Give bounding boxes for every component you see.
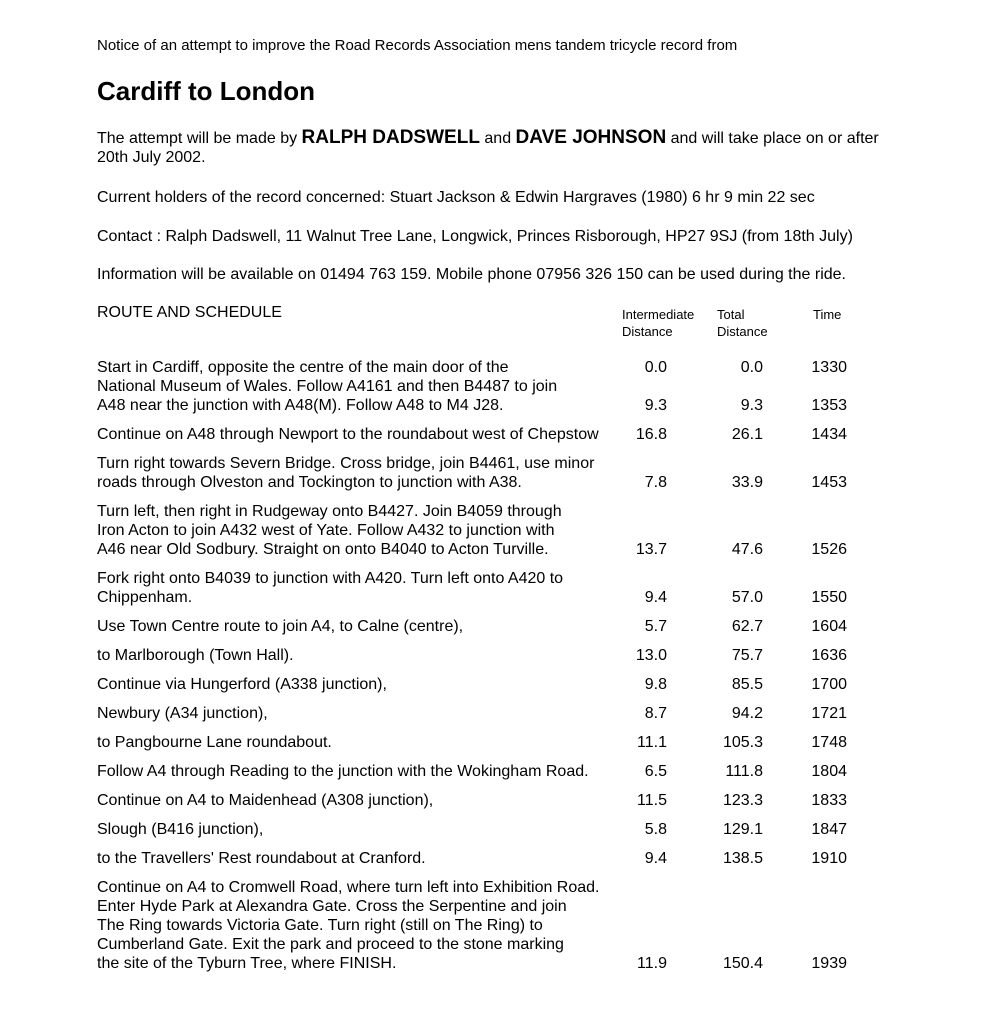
route-description: Turn left, then right in Rudgeway onto B4427. Join B4059 through Iron Acton to join A432 west of Yate. Follow A432 to junction with A46 near Old Sodbury. Straight on onto B4040 to Acton Turville. bbox=[97, 503, 562, 558]
route-description: Slough (B416 junction), bbox=[97, 821, 264, 838]
column-header-time: Time bbox=[813, 307, 842, 322]
intermediate-distance: 9.4 bbox=[644, 589, 667, 606]
start-total-distance: 0.0 bbox=[740, 359, 763, 376]
total-distance: 129.1 bbox=[722, 821, 763, 838]
time-value: 1636 bbox=[811, 647, 847, 664]
schedule-row bbox=[97, 704, 897, 723]
intro-pre: The attempt will be made by bbox=[97, 130, 298, 147]
schedule-rows bbox=[97, 358, 897, 983]
rider-1: RALPH DADSWELL bbox=[301, 127, 480, 148]
record-holders-line: Current holders of the record concerned: Stuart Jackson & Edwin Hargraves (1980) 6 hr 9 min 22 sec bbox=[97, 189, 815, 206]
schedule-row bbox=[97, 820, 897, 839]
intermediate-distance: 9.4 bbox=[644, 850, 667, 867]
total-distance: 57.0 bbox=[731, 589, 763, 606]
route-description: Start in Cardiff, opposite the centre of the main door of the National Museum of Wales. Follow A4161 and then B4487 to join A48 near the junction with A48(M). Follow A48 to M4 J28. bbox=[97, 359, 558, 414]
total-distance: 75.7 bbox=[731, 647, 763, 664]
start-time-value: 1330 bbox=[811, 359, 847, 376]
rider-2: DAVE JOHNSON bbox=[515, 127, 667, 148]
route-description: Turn right towards Severn Bridge. Cross bridge, join B4461, use minor roads through Olveston and Tockington to junction with A38. bbox=[97, 455, 595, 491]
time-value: 1939 bbox=[811, 955, 847, 972]
route-description: Fork right onto B4039 to junction with A420. Turn left onto A420 to Chippenham. bbox=[97, 570, 564, 606]
intro-paragraph bbox=[97, 128, 897, 167]
time-value: 1700 bbox=[811, 676, 847, 693]
intermediate-distance: 5.8 bbox=[644, 821, 667, 838]
route-description: Follow A4 through Reading to the junction with the Wokingham Road. bbox=[97, 763, 589, 780]
time-value: 1910 bbox=[811, 850, 847, 867]
page-title: Cardiff to London bbox=[97, 76, 316, 106]
time-value: 1721 bbox=[811, 705, 847, 722]
intro-and: and bbox=[484, 130, 512, 147]
schedule-row bbox=[97, 675, 897, 694]
schedule-row bbox=[97, 358, 897, 415]
schedule-row bbox=[97, 762, 897, 781]
total-distance: 47.6 bbox=[731, 541, 763, 558]
time-value: 1550 bbox=[811, 589, 847, 606]
route-description: to Marlborough (Town Hall). bbox=[97, 647, 294, 664]
intermediate-distance: 13.7 bbox=[635, 541, 667, 558]
total-distance: 105.3 bbox=[722, 734, 763, 751]
total-distance: 150.4 bbox=[722, 955, 763, 972]
column-header-total: Total Distance bbox=[717, 307, 768, 339]
schedule-row bbox=[97, 791, 897, 810]
time-value: 1833 bbox=[811, 792, 847, 809]
route-description: Continue on A4 to Maidenhead (A308 junction), bbox=[97, 792, 434, 809]
route-description: to the Travellers' Rest roundabout at Cranford. bbox=[97, 850, 426, 867]
total-distance: 26.1 bbox=[731, 426, 763, 443]
time-value: 1748 bbox=[811, 734, 847, 751]
route-description: Continue on A48 through Newport to the roundabout west of Chepstow bbox=[97, 426, 599, 443]
time-value: 1353 bbox=[811, 397, 847, 414]
schedule-row bbox=[97, 569, 897, 607]
route-description: Newbury (A34 junction), bbox=[97, 705, 268, 722]
intermediate-distance: 8.7 bbox=[644, 705, 667, 722]
total-distance: 138.5 bbox=[722, 850, 763, 867]
schedule-row bbox=[97, 617, 897, 636]
column-header-intermediate: Intermediate Distance bbox=[622, 307, 695, 339]
intermediate-distance: 11.5 bbox=[637, 792, 667, 809]
total-distance: 94.2 bbox=[731, 705, 763, 722]
total-distance: 85.5 bbox=[731, 676, 763, 693]
schedule-row bbox=[97, 733, 897, 752]
total-distance: 62.7 bbox=[731, 618, 763, 635]
intermediate-distance: 16.8 bbox=[635, 426, 667, 443]
time-value: 1453 bbox=[811, 474, 847, 491]
intermediate-distance: 6.5 bbox=[644, 763, 667, 780]
schedule-row bbox=[97, 502, 897, 559]
total-distance: 111.8 bbox=[725, 763, 763, 780]
start-intermediate-distance: 0.0 bbox=[644, 359, 667, 376]
time-value: 1847 bbox=[811, 821, 847, 838]
intermediate-distance: 7.8 bbox=[644, 474, 667, 491]
schedule-row bbox=[97, 454, 897, 492]
total-distance: 123.3 bbox=[722, 792, 763, 809]
intermediate-distance: 13.0 bbox=[635, 647, 667, 664]
intermediate-distance: 9.8 bbox=[644, 676, 667, 693]
route-description: to Pangbourne Lane roundabout. bbox=[97, 734, 332, 751]
intermediate-distance: 11.9 bbox=[637, 955, 667, 972]
intermediate-distance: 9.3 bbox=[644, 397, 667, 414]
total-distance: 33.9 bbox=[731, 474, 763, 491]
intermediate-distance: 11.1 bbox=[637, 734, 667, 751]
route-description: Use Town Centre route to join A4, to Calne (centre), bbox=[97, 618, 464, 635]
route-description: Continue on A4 to Cromwell Road, where turn left into Exhibition Road. Enter Hyde Park at Alexandra Gate. Cross the Serpentine and join The Ring towards Victoria Gate. Turn right (still on The Ring) to Cumberland Gate. Exit the park and proceed to the stone marking the site of the Tyburn Tree, where FINISH. bbox=[97, 879, 600, 972]
information-line: Information will be available on 01494 763 159. Mobile phone 07956 326 150 can be used during the ride. bbox=[97, 266, 846, 283]
route-description: Continue via Hungerford (A338 junction), bbox=[97, 676, 387, 693]
intro-post: and will take place on or after 20th July 2002. bbox=[97, 130, 879, 166]
time-value: 1804 bbox=[811, 763, 847, 780]
schedule-row bbox=[97, 646, 897, 665]
schedule-row bbox=[97, 878, 897, 973]
time-value: 1604 bbox=[811, 618, 847, 635]
time-value: 1434 bbox=[811, 426, 847, 443]
time-value: 1526 bbox=[811, 541, 847, 558]
schedule-heading: ROUTE AND SCHEDULE bbox=[97, 304, 282, 321]
contact-line: Contact : Ralph Dadswell, 11 Walnut Tree Lane, Longwick, Princes Risborough, HP27 9SJ (from 18th July) bbox=[97, 228, 853, 245]
schedule-row bbox=[97, 849, 897, 868]
intermediate-distance: 5.7 bbox=[644, 618, 667, 635]
schedule-row bbox=[97, 425, 897, 444]
notice-line: Notice of an attempt to improve the Road Records Association mens tandem tricycle record from bbox=[97, 37, 738, 54]
total-distance: 9.3 bbox=[740, 397, 763, 414]
